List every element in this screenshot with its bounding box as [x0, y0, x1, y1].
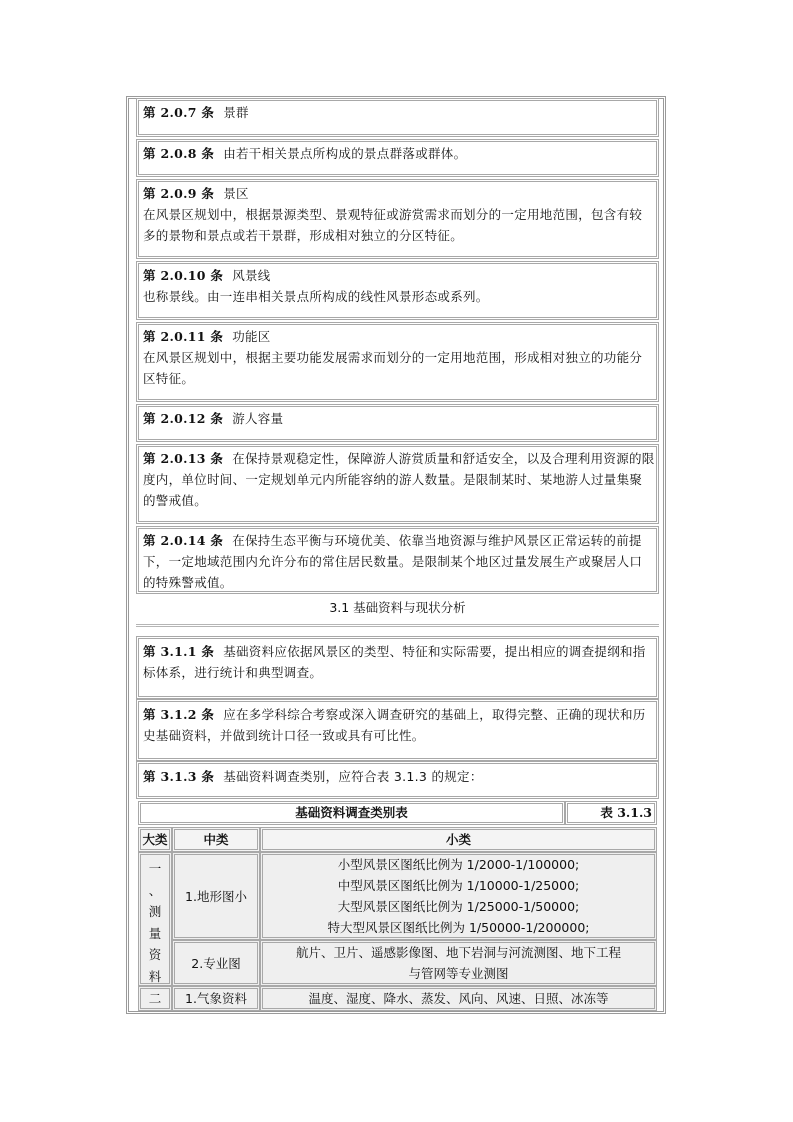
- clause-2-0-9: 第 2.0.9 条 景区 在风景区规划中，根据景源类型、景观特征或游赏需求而划分的一定用地范围，包含有较 多的景物和景点或若干景群，形成相对独立的分区特征。: [136, 179, 659, 259]
- sub-category-topographic: 小型风景区图纸比例为 1/2000-1/100000; 中型风景区图纸比例为 1/10000-1/25000; 大型风景区图纸比例为 1/25000-1/50000; 特大型风景区图纸比例为 1/50000-1/200000;: [260, 852, 657, 940]
- clause-2-0-13: 第 2.0.13 条 在保持景观稳定性，保障游人游赏质量和舒适安全，以及合理利用资源的限 度内，单位时间、一定规划单元内所能容纳的游人数量。是限制某时、某地游人过量集聚 的警戒值。: [136, 444, 659, 524]
- clause-2-0-11: 第 2.0.11 条 功能区 在风景区规划中，根据主要功能发展需求而划分的一定用地范围，形成相对独立的功能分 区特征。: [136, 322, 659, 402]
- table-number: 表 3.1.3: [565, 801, 657, 825]
- middle-category-professional-maps: 2.专业图: [172, 940, 260, 986]
- clause-3-1-1: 第 3.1.1 条 基础资料应依据风景区的类型、特征和实际需要，提出相应的调查提纲和指 标体系，进行统计和典型调查。: [136, 636, 659, 699]
- sub-category-meteorology: 温度、湿度、降水、蒸发、风向、风速、日照、冰冻等: [260, 986, 657, 1011]
- header-major-category: 大类: [138, 827, 172, 852]
- major-category-survey: 一 、 测 量 资 料: [138, 852, 172, 986]
- sub-category-professional-maps: 航片、卫片、遥感影像图、地下岩洞与河流测图、地下工程 与管网等专业测图: [260, 940, 657, 986]
- clause-2-0-12: 第 2.0.12 条 游人容量: [136, 404, 659, 442]
- section-title: 3.1 基础资料与现状分析: [329, 600, 466, 615]
- clause-3-1-2: 第 3.1.2 条 应在多学科综合考察或深入调查研究的基础上，取得完整、正确的现状和历 史基础资料，并做到统计口径一致或具有可比性。: [136, 699, 659, 761]
- middle-category-meteorology: 1.气象资料: [172, 986, 260, 1011]
- clause-2-0-10: 第 2.0.10 条 风景线 也称景线。由一连串相关景点所构成的线性风景形态或系列。: [136, 261, 659, 320]
- major-category-two: 二: [138, 986, 172, 1011]
- header-sub-category: 小类: [260, 827, 657, 852]
- middle-category-topographic: 1.地形图小: [172, 852, 260, 940]
- table-caption: 基础资料调查类别表: [138, 801, 565, 825]
- section-divider: [136, 624, 659, 628]
- clause-2-0-14: 第 2.0.14 条 在保持生态平衡与环境优美、依靠当地资源与维护风景区正常运转的前提 下，一定地域范围内允许分布的常住居民数量。是限制某个地区过量发展生产或聚居人口 的特殊警戒值。: [136, 526, 659, 594]
- header-middle-category: 中类: [172, 827, 260, 852]
- clause-2-0-7: 第 2.0.7 条 景群: [136, 98, 659, 137]
- clause-3-1-3: 第 3.1.3 条 基础资料调查类别，应符合表 3.1.3 的规定：: [136, 761, 659, 799]
- clause-2-0-8: 第 2.0.8 条 由若干相关景点所构成的景点群落或群体。: [136, 139, 659, 177]
